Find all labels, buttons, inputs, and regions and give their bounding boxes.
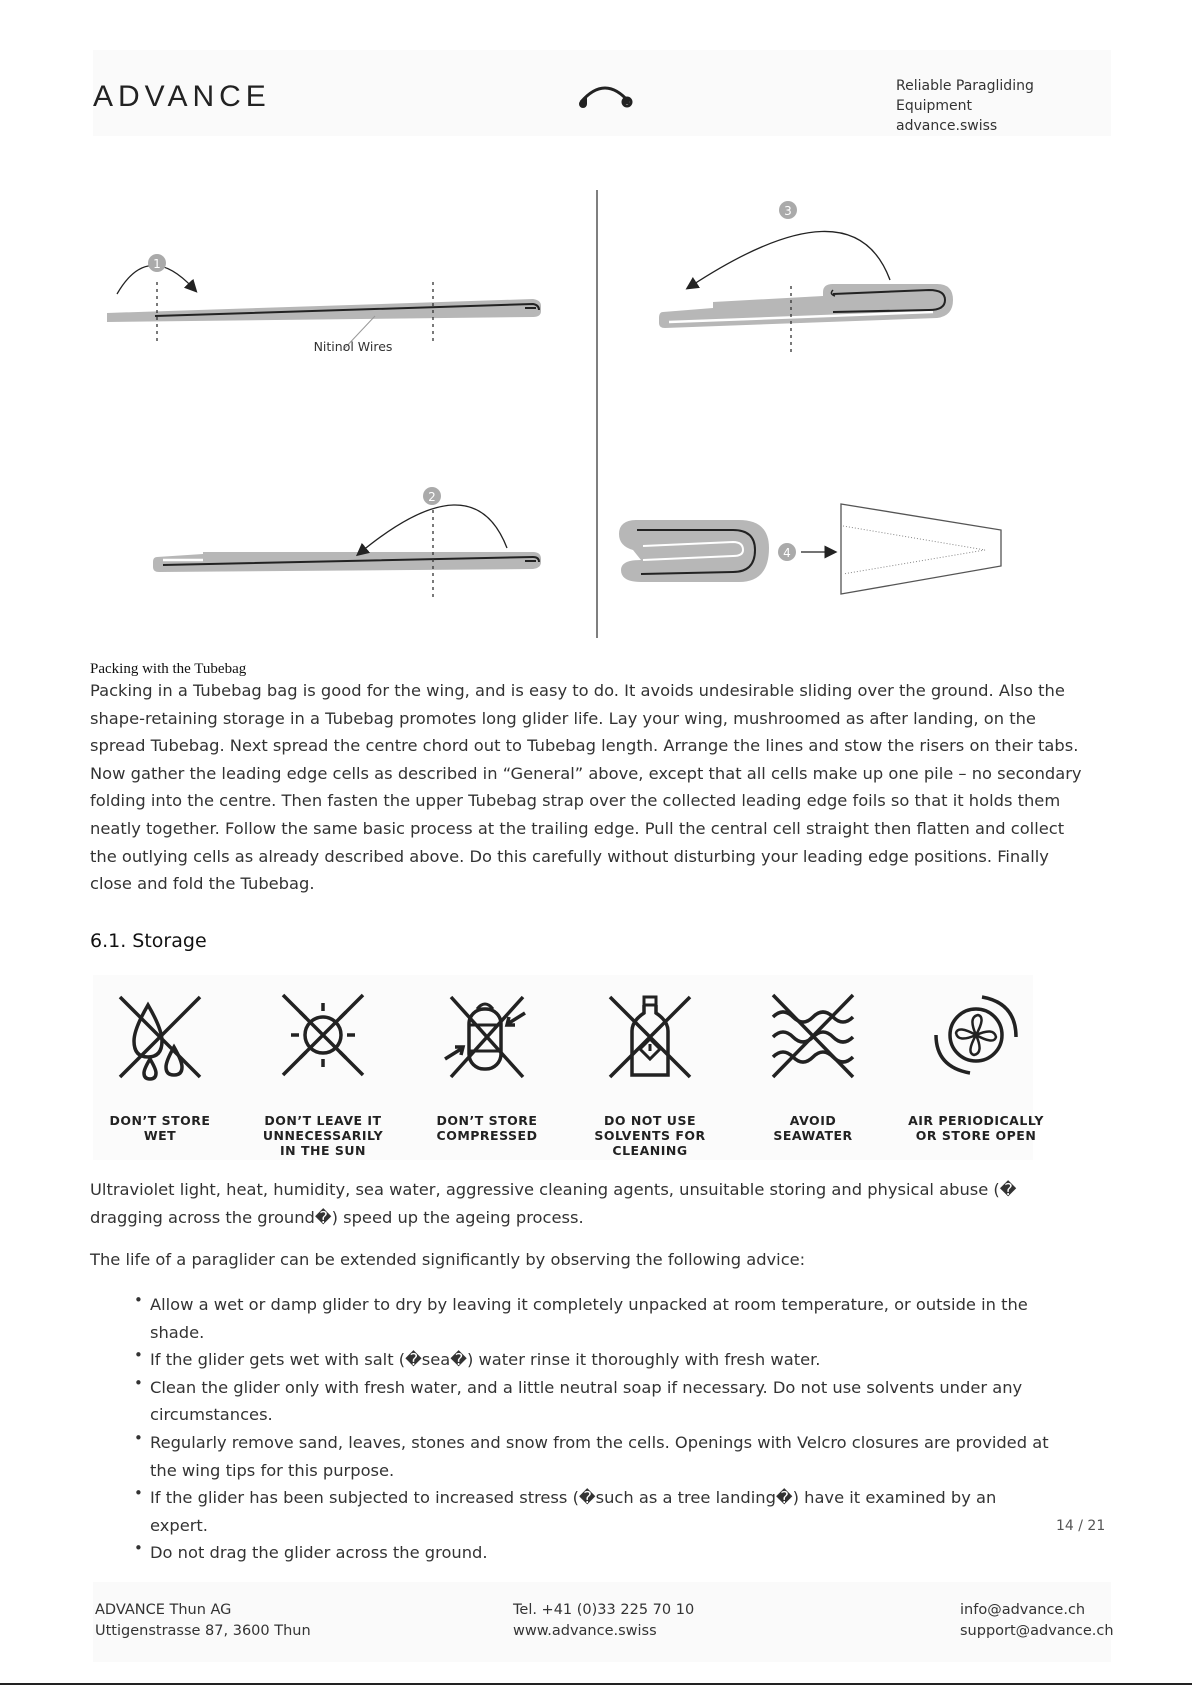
list-item: • Clean the glider only with fresh water, and a little neutral soap if necessary. Do not use solvents under any circumstances. xyxy=(128,1374,1058,1429)
no-sun-icon xyxy=(273,987,373,1087)
icon-label-wet: DON’T STORE WET xyxy=(109,1113,211,1143)
icon-cell-solvent xyxy=(570,975,730,1158)
icon-label-sun: DON’T LEAVE IT UNNECESSARILY IN THE SUN xyxy=(262,1113,384,1158)
page-header xyxy=(93,50,1111,136)
icon-cell-wet xyxy=(80,975,240,1143)
icon-label-air: AIR PERIODICALLY OR STORE OPEN xyxy=(908,1113,1044,1143)
footer-web-link[interactable]: www.advance.swiss xyxy=(513,1623,657,1639)
step-2-number: 2 xyxy=(428,490,436,504)
footer-address xyxy=(95,1600,311,1642)
packing-paragraph: Packing in a Tubebag bag is good for the wing, and is easy to do. It avoids undesirable sliding over the ground. Also the shape-retaining storage in a Tubebag promotes long glider life. Lay your wing, mushroomed as after landing, on the spread Tubebag. Next spread the centre chord out to Tubebag length. Arrange the lines and stow the risers on their tabs. Now gather the leading edge cells as described in “General” above, except that all cells make up one pile – no secondary folding into the centre. Then fasten the upper Tubebag strap over the collected leading edge foils so that it holds them neatly together. Follow the same basic process at the trailing edge. Pull the central cell straight then flatten and collect the outlying cells as already described above. Do this carefully without disturbing your leading edge positions. Finally close and fold the Tubebag. xyxy=(90,681,1082,894)
tagline xyxy=(896,76,1111,136)
step-3-illustration xyxy=(659,231,953,353)
tagline-website: advance.swiss xyxy=(896,118,998,134)
list-item: • Regularly remove sand, leaves, stones and snow from the cells. Openings with Velcro closures are provided at the wing tips for this purpose. xyxy=(128,1429,1058,1484)
footer-info-email-link[interactable]: info@advance.ch xyxy=(960,1602,1086,1618)
storage-icons-panel xyxy=(93,975,1044,1160)
storage-heading: 6.1. Storage xyxy=(90,930,207,952)
icon-label-seawater: AVOID SEAWATER xyxy=(773,1113,853,1143)
step-3-number: 3 xyxy=(784,204,792,218)
footer-street: Uttigenstrasse 87, 3600 Thun xyxy=(95,1623,311,1639)
nitinol-wires-label: Nitinol Wires xyxy=(313,339,393,354)
no-seawater-icon xyxy=(763,987,863,1087)
page-footer xyxy=(93,1582,1114,1662)
footer-company: ADVANCE Thun AG xyxy=(95,1602,232,1618)
footer-phone: Tel. +41 (0)33 225 70 10 xyxy=(513,1602,695,1618)
list-item: • Allow a wet or damp glider to dry by leaving it completely unpacked at room temperature, or outside in the shade. xyxy=(128,1291,1058,1346)
icon-cell-seawater xyxy=(733,975,893,1143)
list-item: • If the glider has been subjected to increased stress (�such as a tree landing�) have it examined by an expert. xyxy=(128,1484,1058,1539)
step-2-illustration xyxy=(153,505,541,600)
icon-cell-sun xyxy=(243,975,403,1158)
step-4-illustration xyxy=(619,504,1001,594)
packing-title: Packing with the Tubebag xyxy=(90,661,247,677)
icon-cell-compress xyxy=(407,975,567,1143)
icon-label-compress: DON’T STORE COMPRESSED xyxy=(436,1113,538,1143)
fan-air-icon xyxy=(926,987,1026,1087)
paraglider-logo-icon xyxy=(575,80,635,114)
page-number: 14 / 21 xyxy=(1056,1518,1106,1534)
advance-logo: ADVANCE xyxy=(93,80,271,113)
list-item: • If the glider gets wet with salt (�sea�) water rinse it thoroughly with fresh water. xyxy=(128,1346,1058,1374)
advice-list xyxy=(128,1291,1058,1567)
step-1-number: 1 xyxy=(153,257,161,271)
step-1-illustration xyxy=(107,265,541,350)
tagline-text: Reliable Paragliding Equipment xyxy=(896,78,1034,114)
icon-cell-air xyxy=(896,975,1056,1143)
footer-emails xyxy=(960,1600,1114,1642)
step-4-number: 4 xyxy=(783,546,791,560)
footer-support-email-link[interactable]: support@advance.ch xyxy=(960,1623,1114,1639)
list-item: • Do not drag the glider across the ground. xyxy=(128,1539,1058,1567)
no-compress-icon xyxy=(437,987,537,1087)
uv-paragraph: Ultraviolet light, heat, humidity, sea water, aggressive cleaning agents, unsuitable storing and physical abuse (� dragging across the ground�) speed up the ageing process. xyxy=(90,1180,1017,1227)
tubebag-folding-diagram xyxy=(93,190,1033,649)
footer-contact xyxy=(513,1600,694,1642)
no-wet-drops-icon xyxy=(110,987,210,1087)
life-paragraph: The life of a paraglider can be extended significantly by observing the following advice: xyxy=(90,1250,806,1269)
icon-label-solvent: DO NOT USE SOLVENTS FOR CLEANING xyxy=(594,1113,706,1158)
no-solvent-bottle-icon xyxy=(600,987,700,1087)
